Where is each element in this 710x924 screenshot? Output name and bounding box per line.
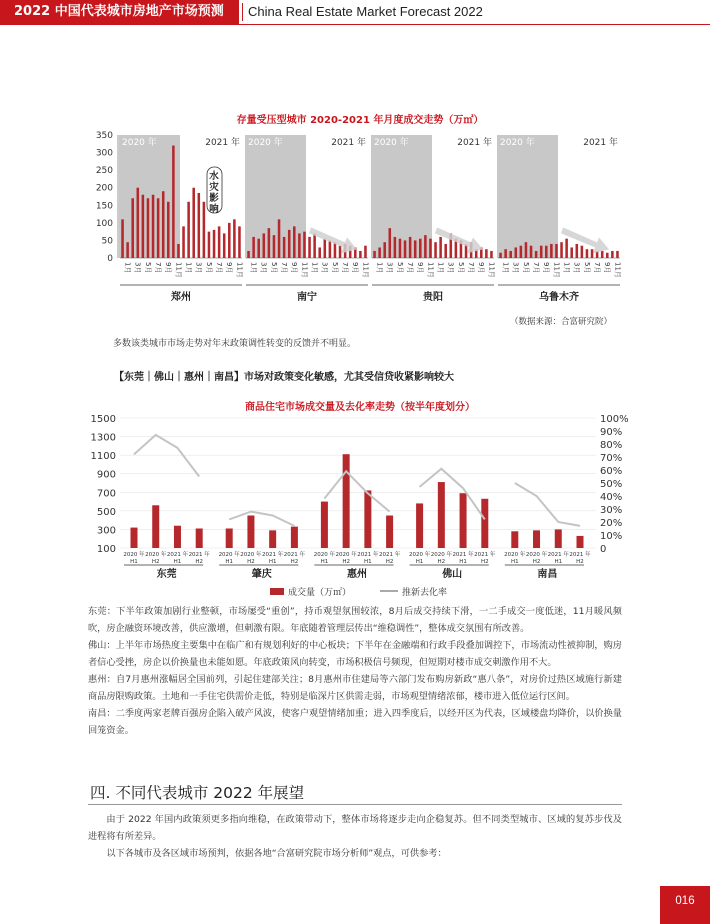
chart1-bar (394, 237, 397, 258)
chart1-bar (228, 223, 231, 258)
chart1-bar (490, 251, 493, 258)
chart1-ytick-label: 250 (95, 166, 113, 177)
chart1-bar (520, 246, 523, 258)
chart1-month-tick: 1月 (310, 262, 319, 274)
chart2-rate-line (515, 483, 580, 526)
chart2-period-half: H2 (385, 559, 394, 565)
chart1-bar (182, 226, 185, 258)
chart1-month-tick: 9月 (164, 262, 173, 274)
chart1-month-tick: 11月 (613, 262, 622, 278)
chart1-annotation-char: 响 (209, 204, 219, 215)
chart1-month-tick: 5月 (582, 262, 591, 274)
chart1-bar (373, 251, 376, 258)
chart2-ytick-right: 80% (600, 440, 623, 451)
chart2-ytick-left: 700 (96, 488, 116, 500)
section4-paragraph-2: 以下各城市及各区域市场预判，依据各地“合富研究院市场分析师”观点，可供参考： (106, 848, 447, 859)
chart2-period-year: 2020 年 (240, 552, 262, 558)
chart1-bar (530, 246, 533, 258)
chart2-period-half: H1 (320, 559, 329, 565)
chart2-bar (438, 482, 445, 548)
chart1-bar (233, 219, 236, 258)
chart1-bar (509, 251, 512, 258)
chart1-bar (591, 249, 594, 258)
chart1-month-tick: 5月 (456, 262, 465, 274)
chart1-month-tick: 9月 (290, 262, 299, 274)
chart2-period-half: H1 (364, 559, 372, 565)
chart2-legend-bar-label: 成交量（万㎡） (288, 588, 352, 598)
chart1-month-tick: 1月 (436, 262, 445, 274)
chart1-month-tick: 1月 (501, 262, 510, 274)
chart1-month-tick: 9月 (603, 262, 612, 274)
chart2-bar (226, 529, 233, 549)
chart1-bar (252, 237, 255, 258)
chart2-bar (577, 536, 584, 548)
chart2-period-half: H1 (554, 559, 563, 565)
chart1-bar (157, 198, 160, 258)
chart1-period-label-2020: 2020 年 (248, 138, 283, 148)
chart2-period-year: 2021 年 (262, 552, 284, 558)
chart1-annotation-char: 灾 (209, 182, 219, 193)
chart2-ytick-left: 1100 (90, 451, 116, 463)
chart1-month-tick: 7月 (154, 262, 163, 274)
paragraph-dongguan: 东莞：下半年政策加剧行业整顿，市场屡受“重创”，持币观望氛围较浓，8月后成交持续下滑，一二手成交一度低迷，11月暖风频吹，房企融资环境改善，供应激增，但刺激有限。年底随着管理层传出“维稳调性”，整体成交氛围有所改善。 (88, 606, 622, 634)
chart1-month-tick: 7月 (406, 262, 415, 274)
sentence-summary: 多数该类城市市场走势对年末政策调性转变的反馈并不明显。 (113, 339, 357, 349)
chart1-2020-shade (371, 135, 432, 258)
chart2-bar (481, 499, 488, 548)
chart2-period-half: H1 (459, 559, 467, 565)
chart2-period-year: 2021 年 (569, 552, 591, 558)
chart1-month-tick: 11月 (300, 262, 309, 278)
chart2-period-year: 2021 年 (357, 552, 379, 558)
chart2-bar (174, 526, 181, 548)
chart1-bar (192, 188, 195, 258)
chart2-ytick-left: 900 (96, 469, 116, 481)
chart2-period-half: H1 (173, 559, 182, 565)
paragraph-huizhou: 惠州：自7月惠州涨幅居全国前列，引起住建部关注；8月惠州市住建局等六部门发布购房新政“惠八条”，对房价过热区域施行新建商品房限购政策。土地和一手住宅供需价走低，特别是临深片区供需走弱，市场观望情绪浓郁，楼市进入低位运行区间。 (88, 674, 622, 702)
chart2-period-half: H2 (290, 559, 299, 565)
chart2-ytick-right: 90% (600, 427, 623, 438)
chart2-ytick-left: 500 (96, 506, 116, 518)
chart1-month-tick: 9月 (416, 262, 425, 274)
chart1-month-tick: 9月 (542, 262, 551, 274)
chart2-bar (196, 529, 203, 549)
chart1-month-tick: 11月 (235, 262, 244, 278)
chart2-ytick-left: 100 (96, 544, 116, 555)
chart1-bar (586, 249, 589, 258)
section4-divider (88, 804, 622, 805)
chart1-month-tick: 7月 (341, 262, 350, 274)
chart1-bar (606, 253, 609, 258)
chart1-bar (419, 239, 422, 258)
chart2-bar (555, 529, 562, 548)
chart2-ytick-right: 70% (600, 453, 623, 464)
chart1-bar (324, 239, 327, 258)
chart1-bar (560, 242, 563, 258)
chart2-period-year: 2020 年 (525, 552, 548, 558)
chart1-month-tick: 9月 (351, 262, 360, 274)
chart1-month-tick: 11月 (487, 262, 496, 278)
paragraph-foshan: 佛山：上半年市场热度主要集中在临广和有规划利好的中心板块；下半年在金融端和行政手段叠加调控下，市场流动性被抑制，购房者信心受挫，房企以价换量也未能如愿。年底政策风向转变，市场积极信号频现，但短期对楼市成交刺激作用不大。 (88, 640, 622, 668)
chart1-bar (308, 237, 311, 258)
chart1-bar (535, 251, 538, 258)
chart2-period-half: H1 (268, 559, 277, 565)
chart1-bar (238, 226, 241, 258)
chart1-bar (257, 239, 260, 258)
chart1-bar (263, 233, 266, 258)
chart1-bar (298, 233, 301, 258)
chart1-bar (611, 251, 614, 258)
chart1-bar (399, 239, 402, 258)
chart2-title: 商品住宅市场成交量及去化率走势（按半年度划分） (245, 402, 475, 413)
chart1-bar (288, 230, 291, 258)
chart1-period-label-2021: 2021 年 (583, 138, 618, 148)
chart1-period-label-2021: 2021 年 (457, 138, 492, 148)
chart1-bar (318, 247, 321, 258)
chart1-month-tick: 3月 (446, 262, 455, 274)
chart1-month-tick: 5月 (521, 262, 530, 274)
chart1-month-tick: 3月 (385, 262, 394, 274)
chart1-ytick-label: 0 (107, 254, 113, 264)
chart1-bar (208, 232, 211, 258)
analysis-paragraphs (88, 603, 622, 739)
chart1-period-label-2021: 2021 年 (331, 138, 366, 148)
chart2-ytick-right: 40% (600, 492, 623, 503)
chart1-2020-shade (497, 135, 558, 258)
chart2-period-year: 2021 年 (188, 552, 210, 558)
chart1-bar (545, 246, 548, 258)
chart1-month-tick: 7月 (215, 262, 224, 274)
chart1-city-label: 南宁 (297, 292, 317, 303)
chart2-period-half: H2 (195, 559, 204, 565)
chart1-month-tick: 1月 (123, 262, 132, 274)
chart2-period-half: H2 (342, 559, 350, 565)
chart1-ytick-label: 150 (95, 201, 113, 212)
page-number: 016 (660, 886, 710, 924)
chart1-trend-arrow (561, 227, 609, 253)
chart1-source: （数据来源：合富研究院） (510, 317, 613, 327)
chart2-period-half: H2 (437, 559, 446, 565)
chart1-bar (601, 251, 604, 258)
chart1-bar (293, 226, 296, 258)
chart1-month-tick: 7月 (467, 262, 476, 274)
chart2-rate-line (134, 435, 199, 477)
chart1-bar (162, 191, 165, 258)
header-divider (0, 24, 710, 25)
chart2-ytick-right: 10% (600, 531, 623, 542)
chart1-bar (152, 195, 155, 258)
chart1-annotation-char: 水 (209, 171, 219, 182)
chart1-bar (555, 244, 558, 258)
chart1-bar (172, 146, 175, 258)
chart1-bar (334, 242, 337, 258)
chart1-month-tick: 5月 (204, 262, 213, 274)
chart1-month-tick: 7月 (593, 262, 602, 274)
chart2-volume-rate (84, 410, 634, 602)
chart2-bar (533, 530, 540, 548)
chart1-bar (273, 235, 276, 258)
chart1-bar (424, 235, 427, 258)
section4-paragraph-1: 由于 2022 年国内政策须更多指向维稳，在政策带动下，整体市场将逐步走向企稳复苏。但不同类型城市、区域的复苏步伐及进程将有所差异。 (88, 814, 622, 842)
chart2-period-half: H2 (532, 559, 541, 565)
chart2-bar (291, 527, 298, 548)
chart2-period-year: 2020 年 (313, 552, 336, 558)
chart1-city-label: 郑州 (171, 292, 191, 303)
chart1-ytick-label: 300 (95, 148, 113, 159)
chart1-bar (409, 237, 412, 258)
chart1-city-label: 乌鲁木齐 (539, 292, 579, 303)
chart2-bar (416, 503, 423, 548)
chart1-period-label-2020: 2020 年 (500, 138, 535, 148)
chart1-bar (364, 246, 367, 258)
chart2-period-year: 2020 年 (123, 552, 145, 558)
chart1-month-tick: 1月 (375, 262, 384, 274)
chart2-period-half: H2 (247, 559, 255, 565)
header-separator (242, 3, 243, 21)
chart1-bar (515, 247, 518, 258)
chart1-bar (223, 233, 226, 258)
chart2-ytick-right: 30% (600, 505, 623, 516)
chart2-period-year: 2020 年 (335, 552, 357, 558)
chart1-month-tick: 11月 (552, 262, 561, 278)
chart1-2020-shade (119, 135, 180, 258)
chart1-monthly-volume (88, 125, 628, 315)
chart1-bar (565, 239, 568, 258)
section4-title: 四. 不同代表城市 2022 年展望 (90, 784, 305, 802)
chart1-month-tick: 5月 (269, 262, 278, 274)
chart2-period-year: 2021 年 (166, 552, 189, 558)
chart2-city-label: 东莞 (156, 569, 177, 580)
chart1-month-tick: 3月 (259, 262, 268, 274)
chart2-rate-line (324, 471, 389, 511)
chart2-city-label: 惠州 (347, 569, 367, 580)
chart1-bar (429, 239, 432, 258)
chart2-ytick-left: 1300 (90, 432, 116, 444)
chart1-month-tick: 1月 (184, 262, 193, 274)
chart1-bar (137, 188, 140, 258)
chart1-annotation-char: 影 (209, 193, 219, 204)
chart2-legend-line-label: 推新去化率 (402, 588, 448, 598)
chart2-ytick-left: 1500 (90, 414, 116, 425)
chart1-month-tick: 5月 (330, 262, 339, 274)
header-title-cn: 2022 中国代表城市房地产市场预测 (0, 0, 239, 24)
section4-body (88, 811, 622, 862)
chart1-month-tick: 1月 (562, 262, 571, 274)
chart2-period-year: 2020 年 (430, 552, 452, 558)
chart2-rate-line (229, 512, 294, 526)
chart1-month-tick: 7月 (280, 262, 289, 274)
chart1-month-tick: 5月 (395, 262, 404, 274)
chart1-bar (439, 237, 442, 258)
chart1-bar (434, 242, 437, 258)
chart1-ytick-label: 200 (95, 183, 113, 194)
chart1-bar (283, 237, 286, 258)
chart2-bar (343, 454, 350, 548)
chart1-month-tick: 11月 (361, 262, 370, 278)
chart2-period-half: H1 (130, 559, 138, 565)
chart1-period-label-2020: 2020 年 (374, 138, 409, 148)
chart1-bar (504, 249, 507, 258)
chart2-period-half: H1 (510, 559, 519, 565)
chart2-period-half: H1 (225, 559, 234, 565)
chart1-bar (142, 195, 145, 258)
chart2-period-half: H2 (151, 559, 160, 565)
chart1-month-tick: 3月 (511, 262, 520, 274)
chart1-month-tick: 7月 (532, 262, 541, 274)
chart2-period-year: 2021 年 (547, 552, 569, 558)
chart2-bar (131, 528, 138, 548)
chart1-month-tick: 11月 (174, 262, 183, 278)
chart2-rate-line (420, 469, 485, 520)
chart1-bar (550, 244, 553, 258)
chart1-bar (576, 244, 579, 258)
chart2-ytick-right: 60% (600, 466, 623, 477)
chart2-bar (460, 493, 467, 548)
chart1-bar (313, 233, 316, 258)
chart2-city-label: 肇庆 (251, 569, 272, 580)
chart2-ytick-right: 20% (600, 518, 623, 529)
chart1-month-tick: 3月 (194, 262, 203, 274)
chart1-month-tick: 1月 (249, 262, 258, 274)
chart2-bar (511, 531, 518, 548)
chart2-bar (269, 530, 276, 548)
chart2-ytick-right: 0 (600, 544, 607, 555)
chart2-period-year: 2020 年 (504, 552, 526, 558)
chart1-ytick-label: 50 (101, 236, 113, 247)
chart1-bar (525, 242, 528, 258)
chart1-bar (570, 247, 573, 258)
chart2-bar (152, 505, 159, 548)
chart1-bar (329, 240, 332, 258)
chart1-trend-arrow (435, 227, 483, 253)
chart1-month-tick: 3月 (320, 262, 329, 274)
chart1-ytick-label: 350 (95, 131, 113, 141)
chart2-ytick-right: 100% (600, 414, 629, 425)
chart2-ytick-right: 50% (600, 479, 623, 490)
chart1-period-label-2020: 2020 年 (122, 138, 157, 148)
chart1-bar (177, 244, 180, 258)
chart1-bar (247, 251, 250, 258)
chart2-bar (247, 516, 254, 549)
chart1-bar (147, 198, 150, 258)
chart1-bar (414, 240, 417, 258)
chart1-bar (218, 226, 221, 258)
chart2-period-year: 2021 年 (378, 552, 401, 558)
chart1-period-label-2021: 2021 年 (205, 138, 240, 148)
chart2-period-year: 2021 年 (452, 552, 474, 558)
chart1-bar (499, 253, 502, 258)
chart2-period-year: 2020 年 (145, 552, 167, 558)
chart1-bar (359, 251, 362, 258)
chart1-ytick-label: 100 (95, 218, 113, 229)
chart1-bar (187, 202, 190, 258)
chart1-bar (444, 244, 447, 258)
chart1-bar (278, 219, 281, 258)
chart2-period-year: 2021 年 (474, 552, 496, 558)
chart1-title: 存量受压型城市 2020-2021 年月度成交走势（万㎡） (236, 115, 484, 126)
chart1-city-label: 贵阳 (423, 292, 443, 303)
chart1-bar (383, 242, 386, 258)
header-title-en: China Real Estate Market Forecast 2022 (248, 4, 483, 19)
chart1-bar (485, 249, 488, 258)
chart1-bar (616, 251, 619, 258)
chart2-bar (321, 502, 328, 548)
chart2-period-year: 2020 年 (218, 552, 240, 558)
chart1-bar (303, 232, 306, 258)
chart1-bar (167, 202, 170, 258)
chart1-month-tick: 9月 (225, 262, 234, 274)
chart1-bar (213, 230, 216, 258)
chart2-period-half: H1 (415, 559, 424, 565)
chart2-bar (386, 516, 393, 549)
chart1-month-tick: 5月 (143, 262, 152, 274)
chart2-ytick-left: 300 (96, 525, 116, 537)
chart1-bar (126, 242, 129, 258)
chart1-bar (389, 228, 392, 258)
chart1-bar (268, 228, 271, 258)
chart1-bar (404, 240, 407, 258)
chart1-bar (378, 247, 381, 258)
chart2-legend-bar-swatch (270, 588, 284, 595)
chart2-period-year: 2020 年 (408, 552, 431, 558)
chart1-month-tick: 11月 (426, 262, 435, 278)
chart2-city-label: 佛山 (442, 569, 463, 580)
chart2-period-half: H2 (576, 559, 584, 565)
chart1-month-tick: 3月 (572, 262, 581, 274)
chart1-bar (339, 246, 342, 258)
paragraph-nanchang: 南昌：二季度两家老牌百强房企陷入破产风波，使客户观望情绪加重；进入四季度后，以经开区为代表，区域楼盘均降价，以价换量回笼资金。 (88, 708, 622, 736)
chart1-bar (131, 198, 134, 258)
chart1-bar (540, 246, 543, 258)
chart2-period-half: H2 (480, 559, 489, 565)
chart1-trend-arrow (309, 227, 357, 253)
chart2-bar (364, 490, 371, 548)
chart1-bar (198, 193, 201, 258)
chart1-bar (581, 246, 584, 258)
chart2-city-label: 南昌 (537, 569, 558, 580)
chart1-month-tick: 3月 (133, 262, 142, 274)
chart2-period-year: 2021 年 (283, 552, 306, 558)
chart1-bar (203, 202, 206, 258)
section2-title: 【东莞｜佛山｜惠州｜南昌】市场对政策变化敏感，尤其受信贷收紧影响较大 (114, 372, 454, 383)
chart1-month-tick: 9月 (477, 262, 486, 274)
chart1-bar (121, 219, 124, 258)
